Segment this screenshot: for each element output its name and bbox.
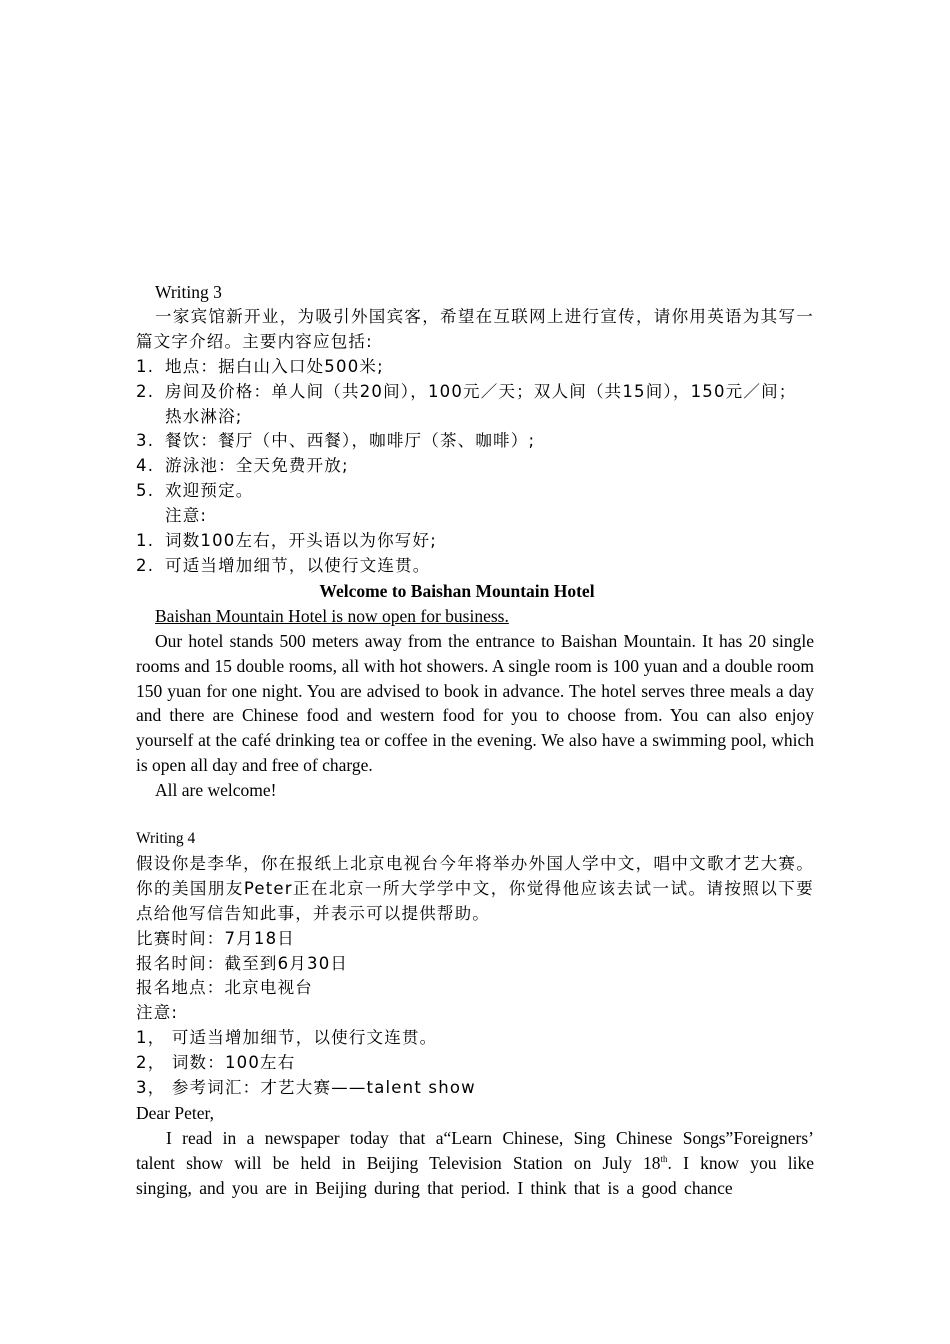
writing3-prompt: 一家宾馆新开业，为吸引外国宾客，希望在互联网上进行宣传，请你用英语为其写一篇文字介绍。主要内容应包括: xyxy=(136,306,814,351)
list-item-number: 2. xyxy=(136,381,155,401)
list-item-number: 1. xyxy=(136,356,155,376)
essay-opening-text: Baishan Mountain Hotel is now open for business. xyxy=(155,605,509,626)
writing3-requirements xyxy=(136,355,814,504)
writing4-heading: Writing 4 xyxy=(136,830,196,848)
list-item-text: 游泳池：全天免费开放; xyxy=(165,456,349,476)
writing3-note-label: 注意: xyxy=(165,506,208,526)
list-item-number: 2. xyxy=(136,555,155,575)
writing4-line: 1， 可适当增加细节，以使行文连贯。 xyxy=(136,1028,438,1048)
writing3-notes xyxy=(136,529,814,579)
writing4-prompt: 假设你是李华，你在报纸上北京电视台今年将举办外国人学中文，唱中文歌才艺大赛。你的美国朋友Peter正在北京一所大学学中文，你觉得他应该去试一试。请按照以下要点给他写信告知此事，并表示可以提供帮助。 xyxy=(136,853,814,923)
essay-title: Welcome to Baishan Mountain Hotel xyxy=(319,580,595,601)
list-item xyxy=(136,554,814,579)
essay-closing: All are welcome! xyxy=(155,780,277,801)
ordinal-suffix: th xyxy=(660,1153,668,1164)
list-item xyxy=(136,529,814,554)
list-item-text: 房间及价格：单人间（共20间），100元／天；双人间（共15间），150元／间；热水淋浴; xyxy=(165,381,797,426)
list-item-text: 餐饮：餐厅（中、西餐），咖啡厅（茶、咖啡）; xyxy=(165,431,536,451)
writing4-line: 2， 词数：100左右 xyxy=(136,1053,296,1073)
writing4-line: 比赛时间：7月18日 xyxy=(136,928,295,948)
list-item xyxy=(136,454,814,479)
letter-body-text: I read in a newspaper today that a“Learn Chinese, Sing Chinese Songs”Foreigners’ talent show will be held in Beijing Television Station on July 18 xyxy=(136,1127,814,1173)
list-item-number: 1. xyxy=(136,531,155,551)
list-item-text: 欢迎预定。 xyxy=(165,481,254,501)
list-item xyxy=(136,355,814,380)
list-item xyxy=(136,380,814,430)
section-gap xyxy=(136,803,814,827)
letter-body-text-cont: . I know you like singing, and you are in Beijing during that period. I think that is a good chance xyxy=(136,1152,814,1198)
writing3-heading: Writing 3 xyxy=(155,282,222,302)
list-item-text: 可适当增加细节，以使行文连贯。 xyxy=(165,555,431,575)
essay-opening xyxy=(136,604,814,629)
list-item-text: 地点：据白山入口处500米; xyxy=(165,356,384,376)
letter-body xyxy=(136,1126,814,1201)
writing4-line: 报名地点：北京电视台 xyxy=(136,978,313,998)
list-item-number: 3. xyxy=(136,431,155,451)
list-item xyxy=(136,429,814,454)
writing4-line: 3， 参考词汇：才艺大赛——talent show xyxy=(136,1078,476,1098)
essay-body: Our hotel stands 500 meters away from the entrance to Baishan Mountain. It has 20 single rooms and 15 double rooms, all with hot showers. A single room is 100 yuan and a double room 150 yuan for one night. You are advised to book in advance. The hotel serves three meals a day and there are Chinese food and western food for you to choose from. You can also enjoy yourself at the café drinking tea or coffee in the evening. We also have a swimming pool, which is open all day and free of charge. xyxy=(136,630,814,776)
list-item-text: 词数100左右，开头语以为你写好; xyxy=(165,531,437,551)
list-item-number: 5. xyxy=(136,481,155,501)
writing4-line: 报名时间：截至到6月30日 xyxy=(136,953,349,973)
list-item xyxy=(136,479,814,504)
writing4-line: 注意: xyxy=(136,1003,179,1023)
list-item-number: 4. xyxy=(136,456,155,476)
letter-salutation: Dear Peter, xyxy=(136,1103,215,1123)
document-content xyxy=(136,280,814,1201)
